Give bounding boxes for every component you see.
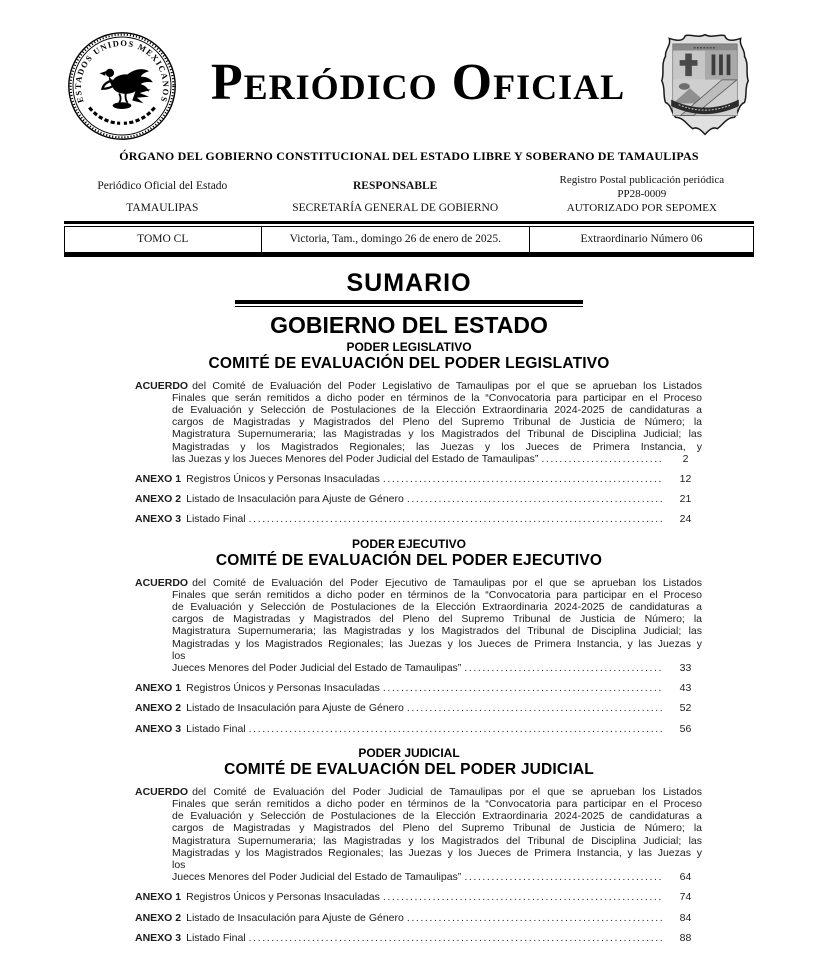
info-row-bottom xyxy=(64,227,754,252)
anexo-text: Listado Final xyxy=(186,931,246,944)
page-number: 12 xyxy=(679,472,692,485)
info-row-top xyxy=(64,169,754,221)
toc-block xyxy=(135,786,706,944)
postal-registry-line1: Registro Postal publicación periódica xyxy=(559,174,725,186)
publication-info-table xyxy=(64,169,754,257)
postal-registry-line3: AUTORIZADO POR SEPOMEX xyxy=(566,202,717,214)
dot-leader xyxy=(464,871,663,883)
acuerdo-text: del Comité de Evaluación del Poder Judicial de Tamaulipas por el que se aprueban los Listados Finales que serán remitidos a dicho poder en términos de la “Convocatoria para participar en el Proceso de Evaluación y Selección de Postulaciones de la Elección Extraordinaria 2024-2025 de candidaturas a cargos de Magistradas y Magistrados del Pleno del Supremo Tribunal de Justicia de Número; la Magistratura Supernumeraria; las Magistradas y los Magistrados del Tribunal de Disciplina Judicial; las Magistradas y los Magistrados Regionales; las Juezas y los Jueces de Primera Instancia, y las Juezas y los xyxy=(172,785,702,871)
toc-entry-anexo xyxy=(135,513,706,525)
toc-entry-acuerdo xyxy=(135,577,706,675)
acuerdo-label: ACUERDO xyxy=(135,379,189,392)
toc-entry-anexo xyxy=(135,682,706,694)
sumario-heading: SUMARIO xyxy=(346,268,472,297)
acuerdo-text-end: las Juezas y los Jueces Menores del Poder Judicial del Estado de Tamaulipas” xyxy=(172,452,539,465)
dot-leader xyxy=(407,702,663,714)
issue-number-label: Extraordinario Número 06 xyxy=(580,233,703,245)
toc-entry-anexo xyxy=(135,891,706,903)
anexo-text: Listado Final xyxy=(186,722,246,735)
anexo-text: Registros Únicos y Personas Insaculadas xyxy=(186,472,380,485)
date-label: Victoria, Tam., domingo 26 de enero de 2025. xyxy=(261,227,531,252)
anexo-text: Registros Únicos y Personas Insaculadas xyxy=(186,682,380,695)
acuerdo-text-end: Jueces Menores del Poder Judicial del Estado de Tamaulipas” xyxy=(172,661,462,674)
dot-leader xyxy=(383,682,663,694)
power-heading: PODER EJECUTIVO xyxy=(351,536,467,551)
power-heading: PODER LEGISLATIVO xyxy=(346,339,472,354)
dot-leader xyxy=(541,453,663,465)
page-number: 24 xyxy=(679,513,692,526)
anexo-label: ANEXO 1 xyxy=(135,682,182,695)
anexo-label: ANEXO 3 xyxy=(135,513,182,526)
section-poder-ejecutivo xyxy=(0,537,818,735)
anexo-text: Listado de Insaculación para Ajuste de Género xyxy=(186,702,404,715)
anexo-label: ANEXO 2 xyxy=(135,702,182,715)
tomo-label: TOMO CL xyxy=(137,233,189,245)
section-poder-judicial xyxy=(0,746,818,944)
dot-leader xyxy=(407,493,663,505)
publication-title: Periódico Oficial xyxy=(210,54,626,111)
postal-registry-line2: PP28-0009 xyxy=(617,188,667,200)
dot-leader xyxy=(249,513,663,525)
toc-entry-anexo xyxy=(135,932,706,944)
dot-leader xyxy=(407,912,663,924)
toc-entry-anexo xyxy=(135,702,706,714)
acuerdo-label: ACUERDO xyxy=(135,576,189,589)
state-paper-label: Periódico Oficial del Estado xyxy=(97,180,228,192)
divider-rule xyxy=(64,252,754,257)
acuerdo-text-end: Jueces Menores del Poder Judicial del Estado de Tamaulipas” xyxy=(172,871,462,884)
anexo-label: ANEXO 1 xyxy=(135,891,182,904)
anexo-text: Listado de Insaculación para Ajuste de Género xyxy=(186,911,404,924)
acuerdo-text: del Comité de Evaluación del Poder Legislativo de Tamaulipas por el que se aprueban los Listados Finales que serán remitidos a dicho poder en términos de la “Convocatoria para participar en el Proceso de Evaluación y Selección de Postulaciones de la Elección Extraordinaria 2024-2025 de candidaturas a cargos de Magistradas y Magistrados del Pleno del Supremo Tribunal de Justicia de Número; la Magistratura Supernumeraria; las Magistradas y los Magistrados del Tribunal de Disciplina Judicial; las Magistradas y los Magistrados Regionales; las Juezas y los Jueces de Primera Instancia, y xyxy=(172,379,702,453)
responsable-label: RESPONSABLE xyxy=(353,180,438,192)
section-poder-legislativo xyxy=(0,340,818,526)
toc-entry-anexo xyxy=(135,723,706,735)
page-number: 2 xyxy=(682,452,689,465)
page-number: 33 xyxy=(679,661,692,674)
anexo-label: ANEXO 1 xyxy=(135,472,182,485)
organ-line: ÓRGANO DEL GOBIERNO CONSTITUCIONAL DEL ESTADO LIBRE Y SOBERANO DE TAMAULIPAS xyxy=(119,149,699,163)
dot-leader xyxy=(249,932,663,944)
anexo-label: ANEXO 2 xyxy=(135,493,182,506)
anexo-text: Listado de Insaculación para Ajuste de Género xyxy=(186,493,404,506)
seal-inscription: ESTADOS UNIDOS MEXICANOS xyxy=(73,38,171,104)
secretaria-label: SECRETARÍA GENERAL DE GOBIERNO xyxy=(292,202,499,214)
dot-leader xyxy=(383,891,663,903)
government-heading: GOBIERNO DEL ESTADO xyxy=(270,311,548,338)
anexo-label: ANEXO 3 xyxy=(135,722,182,735)
toc-block xyxy=(135,577,706,735)
page-number: 56 xyxy=(679,722,692,735)
toc-entry-anexo xyxy=(135,912,706,924)
dot-leader xyxy=(383,473,663,485)
power-heading: PODER JUDICIAL xyxy=(358,745,460,760)
page-number: 43 xyxy=(679,682,692,695)
anexo-label: ANEXO 3 xyxy=(135,931,182,944)
state-name-label: TAMAULIPAS xyxy=(126,202,199,214)
anexo-label: ANEXO 2 xyxy=(135,911,182,924)
toc-entry-anexo xyxy=(135,473,706,485)
mexico-national-seal-icon xyxy=(66,28,178,144)
acuerdo-label: ACUERDO xyxy=(135,785,189,798)
committee-heading: COMITÉ DE EVALUACIÓN DEL PODER LEGISLATIVO xyxy=(208,354,610,372)
page-number: 88 xyxy=(679,931,692,944)
anexo-text: Registros Únicos y Personas Insaculadas xyxy=(186,891,380,904)
committee-heading: COMITÉ DE EVALUACIÓN DEL PODER EJECUTIVO xyxy=(215,551,603,569)
sumario-underline-rule xyxy=(235,300,583,307)
page-number: 52 xyxy=(679,702,692,715)
anexo-text: Listado Final xyxy=(186,513,246,526)
toc-entry-acuerdo xyxy=(135,380,706,465)
toc-block xyxy=(135,380,706,526)
dot-leader xyxy=(249,723,663,735)
committee-heading: COMITÉ DE EVALUACIÓN DEL PODER JUDICIAL xyxy=(224,760,594,778)
tamaulipas-coat-of-arms-icon xyxy=(658,31,752,141)
page-number: 84 xyxy=(679,911,692,924)
page-number: 74 xyxy=(679,891,692,904)
masthead xyxy=(0,0,818,144)
dot-leader xyxy=(464,662,663,674)
toc-entry-anexo xyxy=(135,493,706,505)
page-number: 64 xyxy=(679,871,692,884)
toc-entry-acuerdo xyxy=(135,786,706,884)
acuerdo-text: del Comité de Evaluación del Poder Ejecutivo de Tamaulipas por el que se aprueban los Listados Finales que serán remitidos a dicho poder en términos de la “Convocatoria para participar en el Proceso de Evaluación y Selección de Postulaciones de la Elección Extraordinaria 2024-2025 de candidaturas a cargos de Magistradas y Magistrados del Pleno del Supremo Tribunal de Justicia de Número; la Magistratura Supernumeraria; las Magistradas y los Magistrados del Tribunal de Disciplina Judicial; las Magistradas y los Magistrados Regionales; las Juezas y los Jueces de Primera Instancia, y las Juezas y los xyxy=(172,576,702,662)
page-number: 21 xyxy=(679,493,692,506)
